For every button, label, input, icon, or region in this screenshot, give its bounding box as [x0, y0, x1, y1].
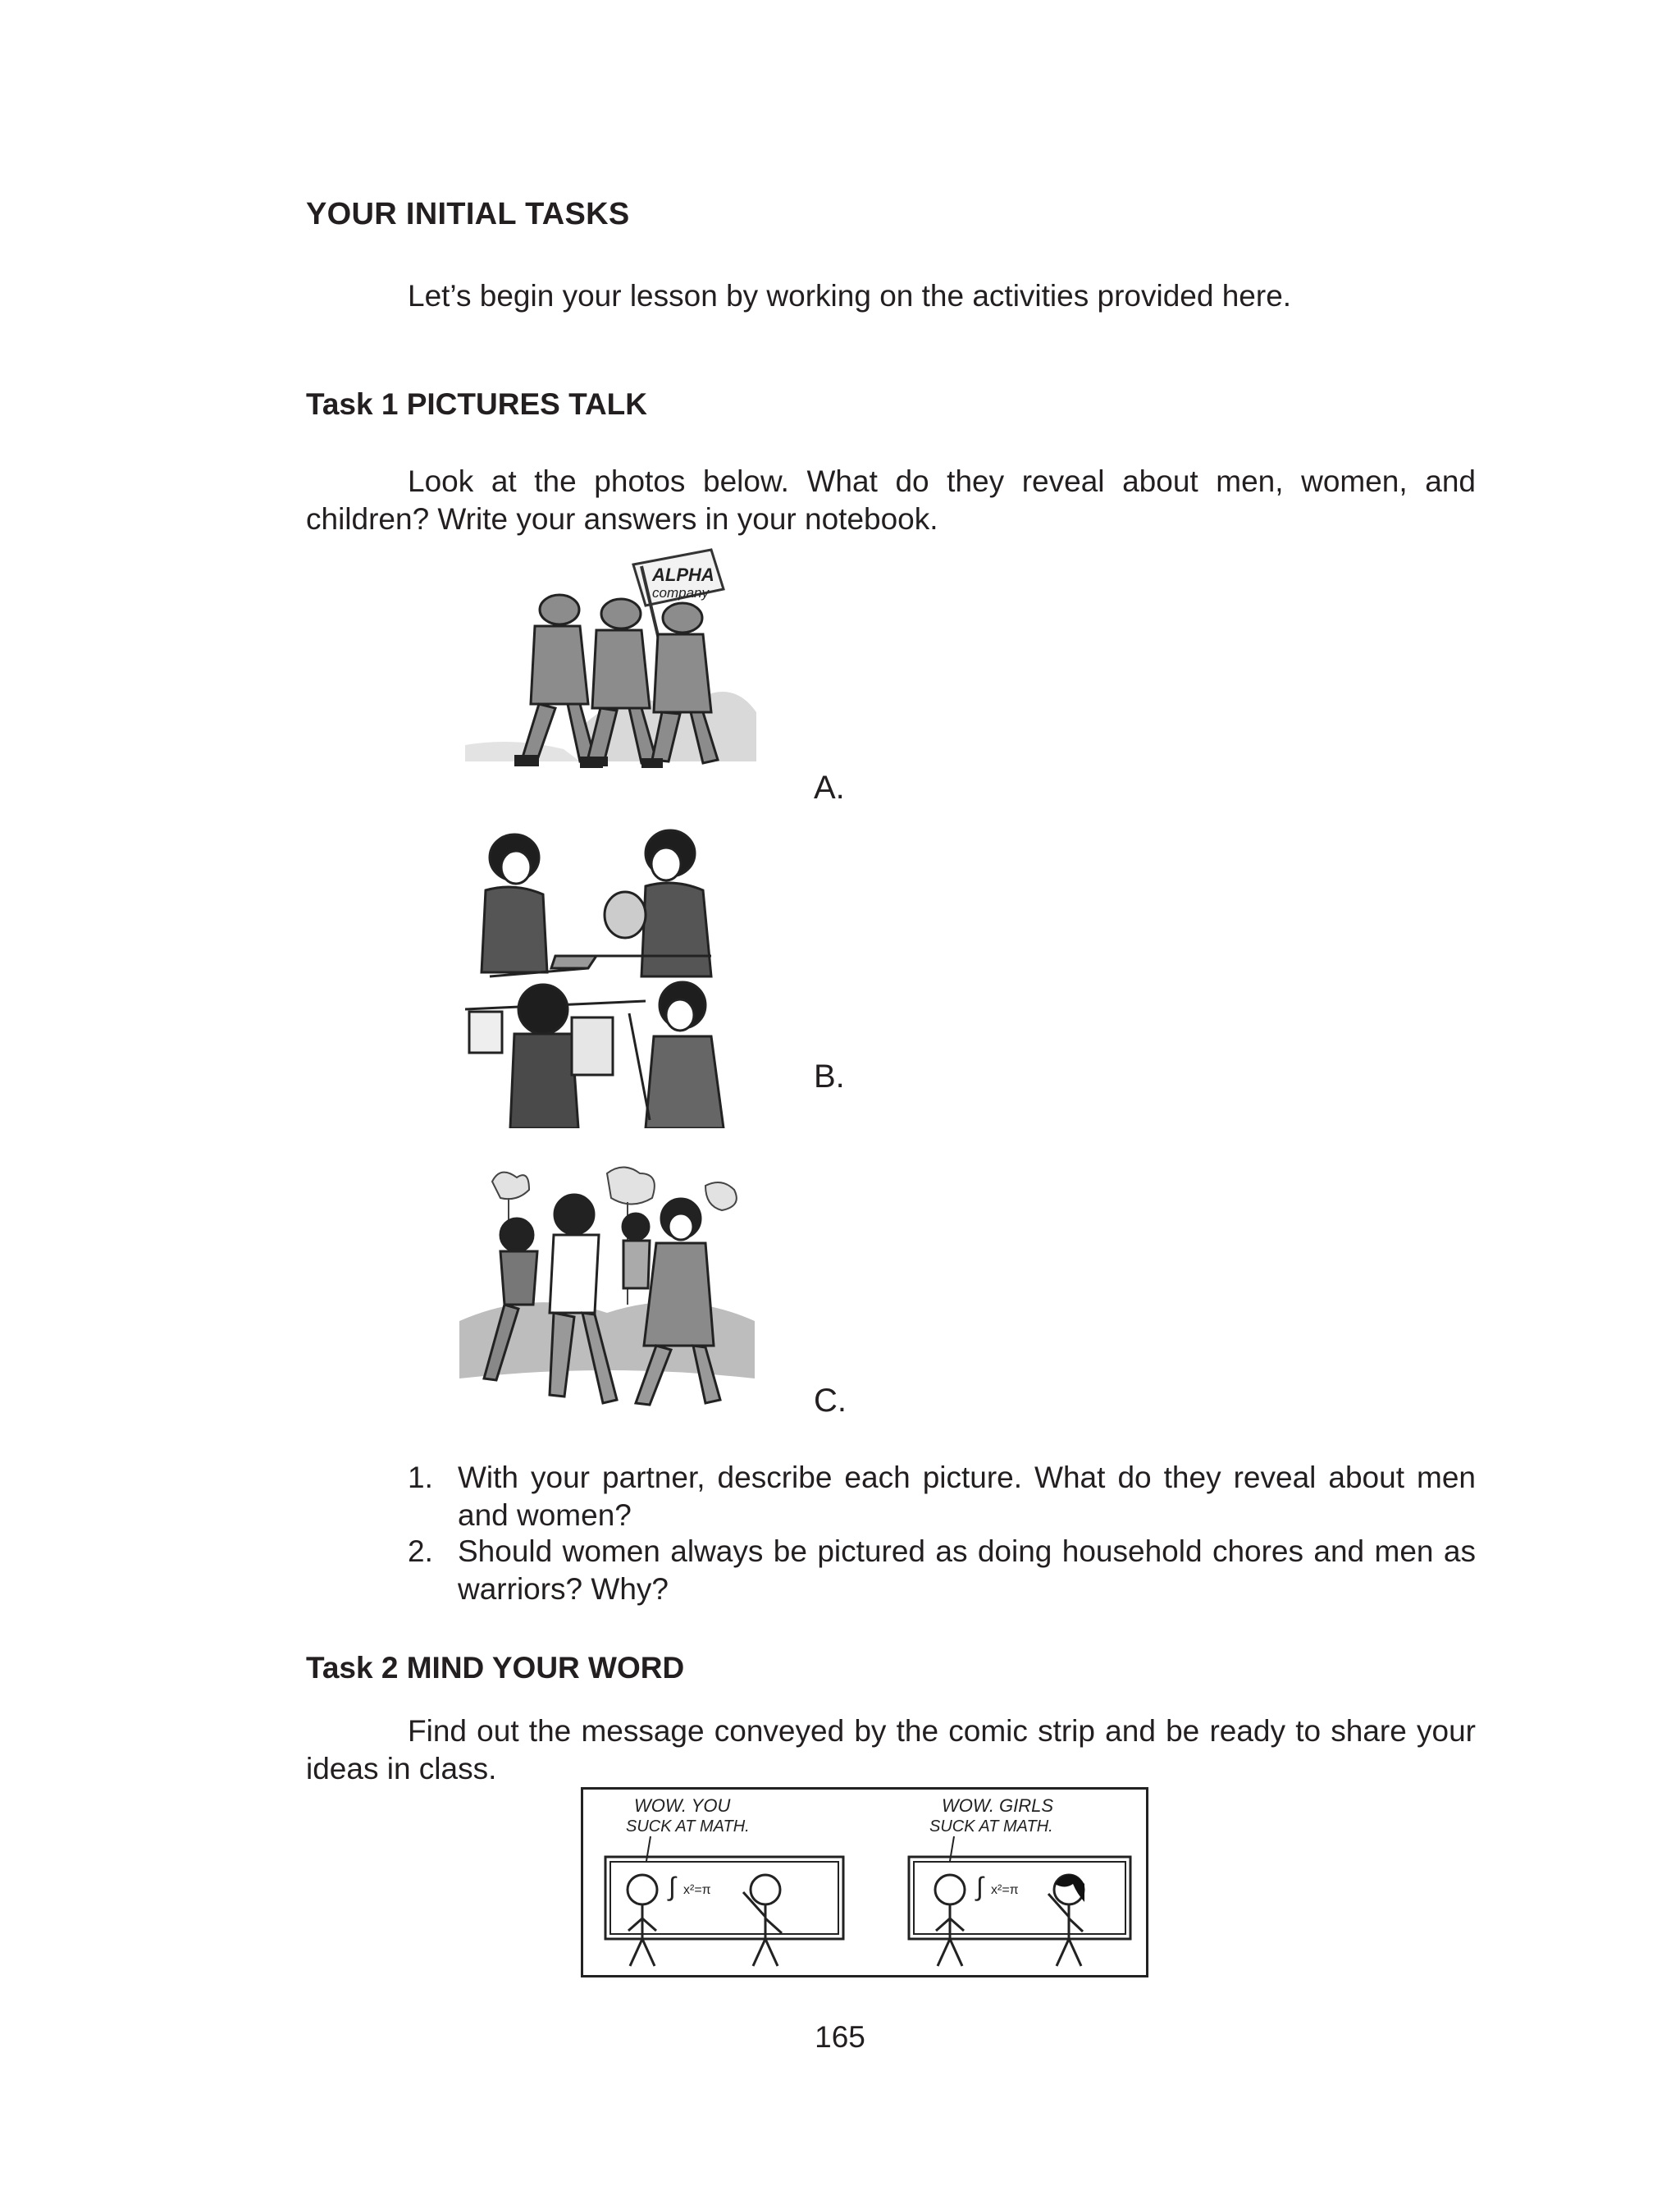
picture-a-soldiers	[465, 548, 760, 794]
task1-instructions-text: Look at the photos below. What do they reveal about men, women, and children? Write your answers in your notebook.	[306, 464, 1476, 536]
question-text: Should women always be pictured as doing household chores and men as warriors? Why?	[458, 1534, 1476, 1606]
picture-a-label: A.	[814, 770, 845, 806]
question-1	[408, 1459, 1476, 1534]
intro-text: Let’s begin your lesson by working on the activities provided here.	[408, 279, 1292, 313]
task1-instructions	[306, 463, 1476, 538]
comic-panel1-line2: SUCK AT MATH.	[626, 1817, 750, 1836]
task1-title: Task 1 PICTURES TALK	[306, 387, 647, 421]
banner-text-1: ALPHA	[652, 565, 714, 585]
picture-b-label: B.	[814, 1058, 845, 1095]
comic-strip-drawing	[581, 1787, 1148, 1977]
soldiers-illustration	[465, 548, 760, 794]
banner-text-2: company	[652, 585, 709, 601]
chores-illustration	[465, 825, 736, 1128]
picture-b-household-chores	[465, 825, 736, 1128]
svg-text:∫: ∫	[669, 1872, 676, 1901]
comic-panel2-line2: SUCK AT MATH.	[929, 1817, 1053, 1836]
comic-formula-1: x²=π	[683, 1883, 711, 1897]
question-number: 2.	[408, 1534, 433, 1568]
svg-text:∫: ∫	[976, 1872, 984, 1901]
question-text: With your partner, describe each picture. What do they reveal about men and women?	[458, 1461, 1476, 1532]
page-number: 165	[815, 2020, 865, 2054]
task2-instructions	[306, 1712, 1476, 1788]
picture-c-children-playing	[459, 1165, 755, 1428]
comic-strip	[581, 1787, 1148, 1977]
picture-c-label: C.	[814, 1383, 847, 1419]
children-illustration	[459, 1165, 755, 1428]
comic-panel2-line1: WOW. GIRLS	[942, 1795, 1054, 1816]
task2-title: Task 2 MIND YOUR WORD	[306, 1651, 685, 1685]
comic-formula-2: x²=π	[991, 1883, 1019, 1897]
comic-panel1-line1: WOW. YOU	[634, 1795, 731, 1816]
section-heading: YOUR INITIAL TASKS	[306, 197, 630, 231]
task2-instructions-text: Find out the message conveyed by the comic strip and be ready to share your ideas in class.	[306, 1714, 1476, 1785]
question-number: 1.	[408, 1461, 433, 1494]
question-2	[408, 1533, 1476, 1608]
